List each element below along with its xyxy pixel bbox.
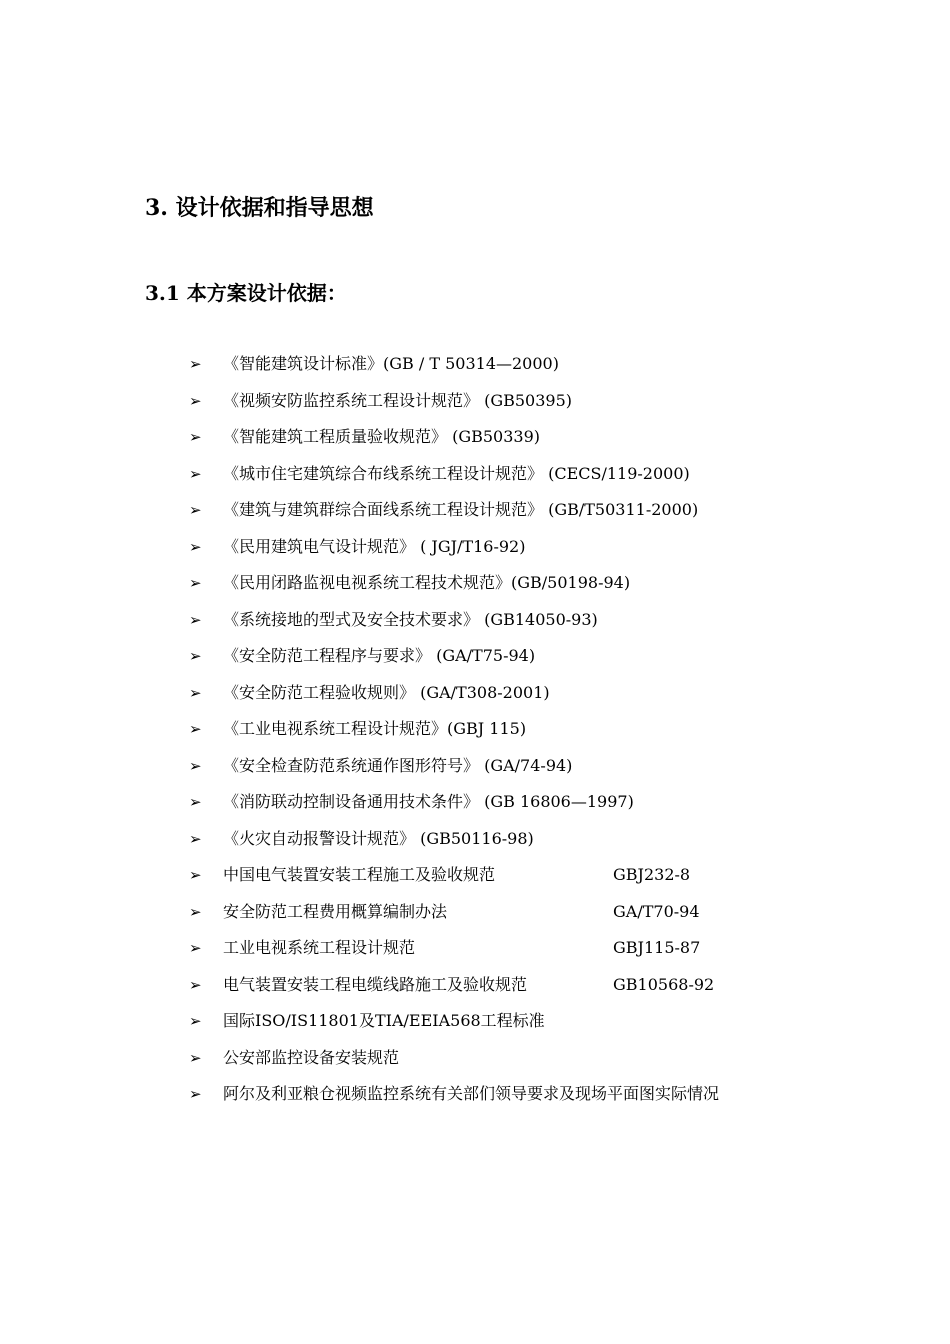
list-item bbox=[185, 894, 825, 931]
arrow-bullet-icon: ➢ bbox=[189, 428, 202, 446]
arrow-bullet-icon: ➢ bbox=[189, 902, 202, 921]
arrow-bullet-icon: ➢ bbox=[189, 1048, 202, 1067]
list-item bbox=[185, 930, 825, 967]
list-item-text: 《火灾自动报警设计规范》 (GB50116-98) bbox=[223, 828, 534, 848]
arrow-bullet-icon: ➢ bbox=[189, 464, 202, 483]
arrow-bullet-icon: ➢ bbox=[189, 975, 202, 994]
list-item-text: 《视频安防监控系统工程设计规范》 (GB50395) bbox=[223, 390, 573, 410]
list-item bbox=[185, 1003, 825, 1040]
list-item bbox=[185, 967, 825, 1004]
list-item-text: 阿尔及利亚粮仓视频监控系统有关部们领导要求及现场平面图实际情况 bbox=[223, 1084, 720, 1103]
list-item-text: 《智能建筑设计标准》(GB / T 50314—2000) bbox=[223, 354, 559, 373]
list-item-text: 《民用闭路监视电视系统工程技术规范》(GB/50198-94) bbox=[223, 573, 631, 592]
standard-title: 安全防范工程费用概算编制办法 bbox=[223, 901, 448, 921]
arrow-bullet-icon: ➢ bbox=[189, 391, 202, 410]
arrow-bullet-icon: ➢ bbox=[189, 574, 202, 592]
list-item bbox=[185, 784, 825, 821]
arrow-bullet-icon: ➢ bbox=[189, 647, 202, 665]
standards-list bbox=[185, 346, 825, 1113]
list-item-text: 《建筑与建筑群综合面线系统工程设计规范》 (GB/T50311-2000) bbox=[223, 500, 699, 519]
arrow-bullet-icon: ➢ bbox=[189, 355, 202, 373]
standard-code: GB10568-92 bbox=[613, 974, 715, 994]
list-item bbox=[185, 675, 825, 712]
list-item bbox=[185, 821, 825, 858]
list-item-text: 《安全检查防范系统通作图形符号》 (GA/74-94) bbox=[223, 755, 573, 775]
arrow-bullet-icon: ➢ bbox=[189, 939, 202, 957]
list-item-text: 《工业电视系统工程设计规范》(GBJ 115) bbox=[223, 719, 527, 738]
list-item bbox=[185, 565, 825, 602]
list-item bbox=[185, 492, 825, 529]
list-item bbox=[185, 346, 825, 383]
list-item bbox=[185, 383, 825, 420]
standard-code: GA/T70-94 bbox=[613, 901, 700, 921]
arrow-bullet-icon: ➢ bbox=[189, 1085, 202, 1103]
list-item-text: 国际ISO/IS11801及TIA/EEIA568工程标准 bbox=[223, 1011, 545, 1030]
list-item-text: 《安全防范工程程序与要求》 (GA/T75-94) bbox=[223, 646, 536, 665]
list-item-text: 公安部监控设备安装规范 bbox=[223, 1047, 400, 1067]
section-heading: 3. 设计依据和指导思想 bbox=[145, 195, 374, 221]
list-item-text: 《城市住宅建筑综合布线系统工程设计规范》 (CECS/119-2000) bbox=[223, 463, 690, 483]
arrow-bullet-icon: ➢ bbox=[189, 501, 202, 519]
list-item-text: 《系统接地的型式及安全技术要求》 (GB14050-93) bbox=[223, 609, 598, 629]
standard-title: 工业电视系统工程设计规范 bbox=[223, 938, 416, 957]
list-item-text: 《安全防范工程验收规则》 (GA/T308-2001) bbox=[223, 682, 550, 702]
arrow-bullet-icon: ➢ bbox=[189, 793, 202, 811]
subsection-heading: 3.1 本方案设计依据： bbox=[145, 281, 347, 305]
list-item bbox=[185, 857, 825, 894]
list-item-text: 《智能建筑工程质量验收规范》 (GB50339) bbox=[223, 427, 541, 446]
list-item bbox=[185, 529, 825, 566]
arrow-bullet-icon: ➢ bbox=[189, 537, 202, 556]
standard-code: GBJ232-8 bbox=[613, 865, 691, 884]
list-item bbox=[185, 638, 825, 675]
standard-code: GBJ115-87 bbox=[613, 938, 701, 957]
list-item bbox=[185, 1040, 825, 1077]
arrow-bullet-icon: ➢ bbox=[189, 756, 202, 775]
arrow-bullet-icon: ➢ bbox=[189, 829, 202, 848]
list-item bbox=[185, 456, 825, 493]
arrow-bullet-icon: ➢ bbox=[189, 683, 202, 702]
standard-title: 电气装置安装工程电缆线路施工及验收规范 bbox=[223, 974, 528, 994]
list-item bbox=[185, 748, 825, 785]
standard-title: 中国电气装置安装工程施工及验收规范 bbox=[223, 865, 496, 884]
list-item-text: 《消防联动控制设备通用技术条件》 (GB 16806—1997) bbox=[223, 792, 634, 811]
list-item bbox=[185, 419, 825, 456]
arrow-bullet-icon: ➢ bbox=[189, 866, 202, 884]
list-item-text: 《民用建筑电气设计规范》 ( JGJ/T16-92) bbox=[223, 536, 526, 556]
list-item bbox=[185, 711, 825, 748]
list-item bbox=[185, 1076, 815, 1113]
arrow-bullet-icon: ➢ bbox=[189, 1012, 202, 1030]
arrow-bullet-icon: ➢ bbox=[189, 720, 202, 738]
arrow-bullet-icon: ➢ bbox=[189, 610, 202, 629]
list-item bbox=[185, 602, 825, 639]
